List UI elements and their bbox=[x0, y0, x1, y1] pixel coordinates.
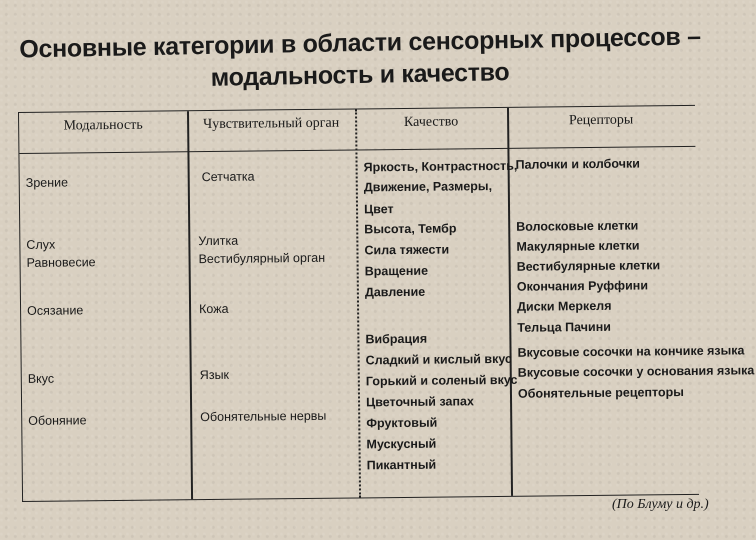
quality-cell: Сила тяжести bbox=[364, 242, 450, 258]
organ-cell: Язык bbox=[199, 367, 230, 383]
modality-cell: Зрение bbox=[25, 175, 69, 190]
quality-cell: Цвет bbox=[363, 202, 394, 217]
header-organ: Чувствительный орган bbox=[203, 115, 340, 133]
receptor-cell: Макулярные клетки bbox=[516, 238, 640, 254]
modality-cell: Осязание bbox=[27, 303, 84, 318]
quality-cell: Высота, Тембр bbox=[364, 221, 457, 237]
receptor-cell: Обонятельные рецепторы bbox=[517, 385, 684, 401]
organ-cell: Сетчатка bbox=[201, 169, 255, 185]
header-quality: Качество bbox=[403, 114, 459, 130]
quality-cell: Вибрация bbox=[365, 331, 428, 347]
quality-cell: Давление bbox=[364, 284, 426, 300]
organ-cell: Вестибулярный орган bbox=[198, 250, 326, 267]
modality-cell: Слух bbox=[26, 237, 56, 252]
column-divider bbox=[187, 111, 193, 499]
modality-cell: Обоняние bbox=[28, 413, 87, 428]
receptor-cell: Вкусовые сосочки на кончике языка bbox=[517, 343, 745, 360]
slide-title-line1: Основные категории в области сенсорных процессов – bbox=[19, 22, 701, 64]
sensory-table bbox=[18, 105, 755, 502]
quality-cell: Цветочный запах bbox=[365, 394, 474, 410]
organ-cell: Обонятельные нервы bbox=[200, 408, 327, 425]
modality-cell: Равновесие bbox=[26, 255, 96, 270]
quality-cell: Горький и соленый вкус bbox=[365, 372, 518, 389]
quality-cell: Мускусный bbox=[366, 436, 437, 452]
quality-cell: Яркость, Контрастность, bbox=[363, 158, 518, 175]
receptor-cell: Тельца Пачини bbox=[517, 319, 612, 335]
quality-cell: Сладкий и кислый вкус bbox=[365, 351, 512, 368]
column-divider bbox=[355, 109, 361, 497]
header-modality: Модальность bbox=[63, 117, 143, 134]
receptor-cell: Палочки и колбочки bbox=[515, 156, 640, 172]
modality-cell: Вкус bbox=[27, 371, 55, 386]
slide-title-line2: модальность и качество bbox=[210, 58, 510, 92]
organ-cell: Кожа bbox=[199, 301, 229, 317]
receptor-cell: Волосковые клетки bbox=[516, 218, 639, 234]
receptor-cell: Вкусовые сосочки у основания языка bbox=[517, 363, 755, 380]
receptor-cell: Диски Меркеля bbox=[516, 298, 612, 314]
organ-cell: Улитка bbox=[198, 233, 239, 249]
quality-cell: Фруктовый bbox=[366, 415, 438, 431]
quality-cell: Движение, Размеры, bbox=[363, 179, 493, 195]
receptor-cell: Окончания Руффини bbox=[516, 278, 649, 294]
source-citation: (По Блуму и др.) bbox=[612, 497, 709, 512]
quality-cell: Пикантный bbox=[366, 457, 437, 473]
receptor-cell: Вестибулярные клетки bbox=[516, 258, 661, 274]
header-receptors: Рецепторы bbox=[568, 112, 634, 129]
quality-cell: Вращение bbox=[364, 263, 429, 279]
